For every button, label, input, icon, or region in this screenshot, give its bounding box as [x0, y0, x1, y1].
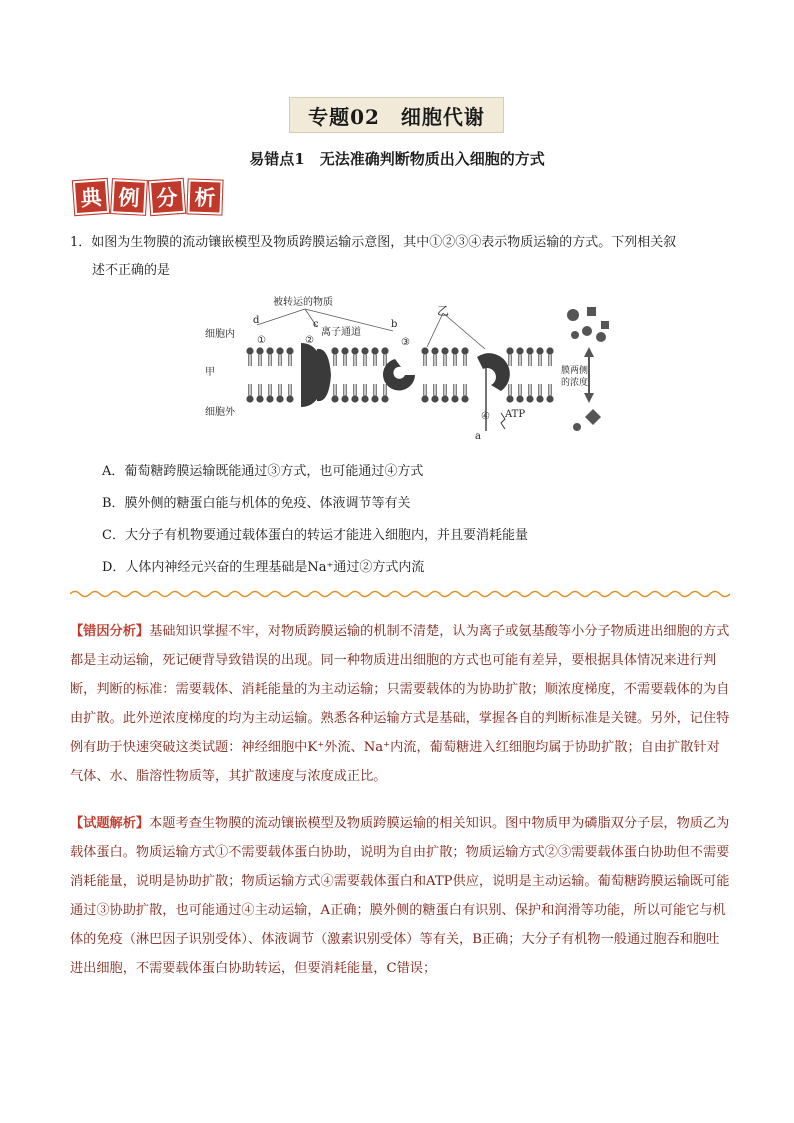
ion-channel-protein	[301, 343, 331, 407]
option-a[interactable]: A．葡萄糖跨膜运输既能通过③方式，也可能通过④方式	[102, 464, 424, 479]
carrier-protein-open	[383, 359, 415, 390]
solution-tag: 【试题解析】	[70, 816, 150, 831]
pointer-lines	[257, 309, 485, 349]
label-yi: 乙	[437, 304, 450, 318]
membrane-diagram	[205, 291, 615, 443]
label-conc-2: 的浓度	[561, 378, 589, 388]
solution-text: 本题考查生物膜的流动镶嵌模型及物质跨膜运输的相关知识。图中物质甲为磷脂双分子层，物质乙为载体蛋白。物质运输方式①不需要载体蛋白协助，说明为自由扩散；物质运输方式②③需要载体蛋白协助但不需要消耗能量，说明是协助扩散；物质运输方式④需要载体蛋白和ATP供应，说明是主动运输。葡萄糖跨膜运输既可能通过③协助扩散，也可能通过④主动运输，A正确；膜外侧的糖蛋白有识别、保护和润滑等功能，所以可能它与机体的免疫（淋巴因子识别受体）、体液调节（激素识别受体）等有关，B正确；大分子有机物一般通过胞吞和胞吐进出细胞，不需要载体蛋白协助转运，但要消耗能量，C错误；	[70, 816, 730, 976]
label-c: c	[313, 319, 319, 330]
question-line-1: 1．如图为生物膜的流动镶嵌模型及物质跨膜运输示意图，其中①②③④表示物质运输的方式。下列相关叙	[70, 235, 677, 250]
option-d[interactable]: D．人体内神经元兴奋的生理基础是Na⁺通过②方式内流	[102, 560, 425, 575]
example-badge-row	[74, 180, 222, 214]
wavy-divider	[70, 589, 730, 599]
answer-options	[102, 458, 702, 586]
lipid-upper-layer	[246, 347, 553, 366]
label-a: a	[475, 431, 481, 442]
error-analysis-text: 基础知识掌握不牢，对物质跨膜运输的机制不清楚，认为离子或氨基酸等小分子物质进出细胞的方式都是主动运输，死记硬背导致错误的出现。同一种物质进出细胞的方式也可能有差异，要根据具体情况来进行判断，判断的标准：需要载体、消耗能量的为主动运输；只需要载体的为协助扩散；顺浓度梯度，不需要载体的为自由扩散。此外逆浓度梯度的均为主动运输。熟悉各种运输方式是基础，掌握各自的判断标准是关键。另外，记住特例有助于快速突破这类试题：神经细胞中K⁺外流、Na⁺内流，葡萄糖进入红细胞均属于协助扩散；自由扩散针对气体、水、脂溶性物质等，其扩散速度与浓度成正比。	[70, 624, 730, 784]
label-inside: 细胞内	[205, 329, 235, 340]
section-subtitle: 易错点1 无法准确判断物质出入细胞的方式	[249, 150, 545, 168]
label-outside: 细胞外	[205, 407, 235, 418]
option-c[interactable]: C．大分子有机物要通过载体蛋白的转运才能进入细胞内，并且要消耗能量	[102, 528, 528, 543]
label-jia: 甲	[205, 367, 215, 378]
solution-paragraph	[70, 809, 730, 983]
label-d: d	[253, 315, 260, 326]
badge-fen: 分	[149, 179, 185, 215]
page-title	[289, 97, 504, 133]
error-analysis-paragraph	[70, 617, 730, 791]
label-n1: ①	[257, 335, 266, 346]
label-n2: ②	[305, 335, 314, 346]
error-analysis-tag: 【错因分析】	[70, 624, 150, 639]
question-line-2: 述不正确的是	[92, 263, 171, 278]
label-b: b	[391, 319, 398, 330]
label-conc-1: 膜两侧	[561, 366, 589, 376]
option-b[interactable]: B．膜外侧的糖蛋白能与机体的免疫、体液调节等有关	[102, 496, 411, 511]
label-n3: ③	[401, 337, 410, 348]
label-atp: ATP	[505, 409, 526, 420]
badge-dian: 典	[73, 179, 109, 215]
carrier-protein-atp	[477, 353, 510, 391]
badge-li: 例	[111, 179, 147, 215]
label-n4: ④	[481, 411, 490, 422]
label-ion-channel: 离子通道	[321, 327, 361, 338]
page-title-text: 专题02 细胞代谢	[308, 104, 485, 129]
badge-xi: 析	[187, 179, 222, 214]
label-transported: 被转运的物质	[273, 297, 333, 308]
label-text	[205, 295, 588, 442]
question-stem	[70, 229, 730, 285]
